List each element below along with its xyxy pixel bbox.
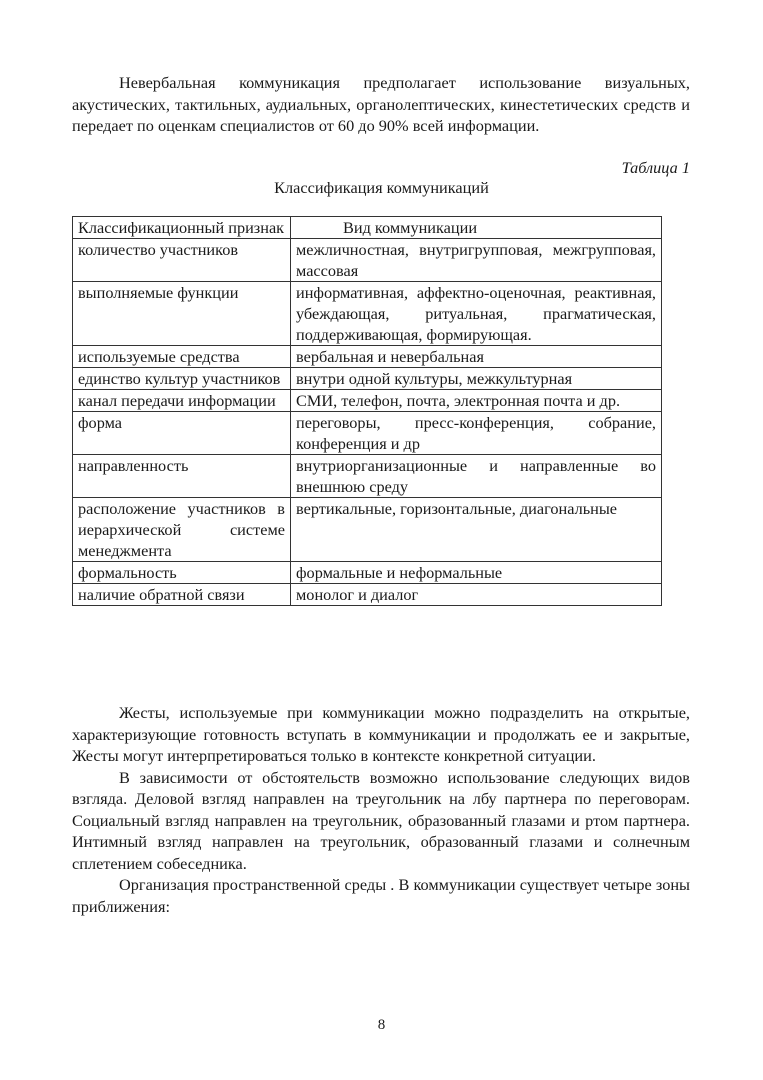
type-cell: информативная, аффектно-оценочная, реактивная, убеждающая, ритуальная, прагматическая, поддерживающая, формирующая. bbox=[291, 282, 662, 346]
table-row bbox=[73, 368, 662, 390]
type-cell: межличностная, внутригрупповая, межгрупповая, массовая bbox=[291, 239, 662, 282]
table-row bbox=[73, 239, 662, 282]
intro-paragraph: Невербальная коммуникация предполагает использование визуальных, акустических, тактильных, аудиальных, органолептических, кинестетических средств и передает по оценкам специалистов от 60 до 90% всей информации. bbox=[72, 73, 690, 135]
table-row bbox=[73, 498, 662, 562]
gaze-paragraph: В зависимости от обстоятельств возможно использование следующих видов взгляда. Деловой взгляд направлен на треугольник на лбу партнера по переговорам. Социальный взгляд направлен на треугольник, образованный глазами и ртом партнера. Интимный взгляд направлен на треугольник, образованный глазами и солнечным сплетением собеседника. bbox=[72, 767, 690, 873]
header-cell: Вид коммуникации bbox=[291, 217, 662, 239]
feature-cell: направленность bbox=[73, 455, 291, 498]
type-cell: переговоры, пресс-конференция, собрание, конференция и др bbox=[291, 412, 662, 455]
intro-block bbox=[72, 72, 690, 137]
type-cell: формальные и неформальные bbox=[291, 562, 662, 584]
table-row bbox=[73, 455, 662, 498]
type-cell: внутриорганизационные и направленные во внешнюю среду bbox=[291, 455, 662, 498]
feature-cell: расположение участников в иерархической системе менеджмента bbox=[73, 498, 291, 562]
classification-table bbox=[72, 216, 662, 606]
feature-cell: формальность bbox=[73, 562, 291, 584]
table-row bbox=[73, 346, 662, 368]
table-row bbox=[73, 390, 662, 412]
table-row bbox=[73, 562, 662, 584]
feature-cell: единство культур участников bbox=[73, 368, 291, 390]
table-row bbox=[73, 282, 662, 346]
feature-cell: канал передачи информации bbox=[73, 390, 291, 412]
feature-cell: используемые средства bbox=[73, 346, 291, 368]
feature-cell: наличие обратной связи bbox=[73, 584, 291, 606]
type-cell: СМИ, телефон, почта, электронная почта и др. bbox=[291, 390, 662, 412]
feature-cell: количество участников bbox=[73, 239, 291, 282]
body-text bbox=[72, 702, 690, 917]
feature-cell: выполняемые функции bbox=[73, 282, 291, 346]
table-row bbox=[73, 584, 662, 606]
table-title: Классификация коммуникаций bbox=[274, 178, 489, 197]
type-cell: вербальная и невербальная bbox=[291, 346, 662, 368]
type-cell: монолог и диалог bbox=[291, 584, 662, 606]
type-cell: внутри одной культуры, межкультурная bbox=[291, 368, 662, 390]
type-cell: вертикальные, горизонтальные, диагональные bbox=[291, 498, 662, 562]
header-cell: Классификационный признак bbox=[73, 217, 291, 239]
gestures-paragraph: Жесты, используемые при коммуникации можно подразделить на открытые, характеризующие готовность вступать в коммуникации и продолжать ее и закрытые, Жесты могут интерпретироваться только в контексте конкретной ситуации. bbox=[72, 703, 690, 765]
table-number: Таблица 1 bbox=[621, 158, 690, 177]
table-header-row bbox=[73, 217, 662, 239]
space-paragraph: Организация пространственной среды . В коммуникации существует четыре зоны приближения: bbox=[72, 875, 690, 916]
feature-cell: форма bbox=[73, 412, 291, 455]
page-number: 8 bbox=[377, 1017, 386, 1033]
table-row bbox=[73, 412, 662, 455]
